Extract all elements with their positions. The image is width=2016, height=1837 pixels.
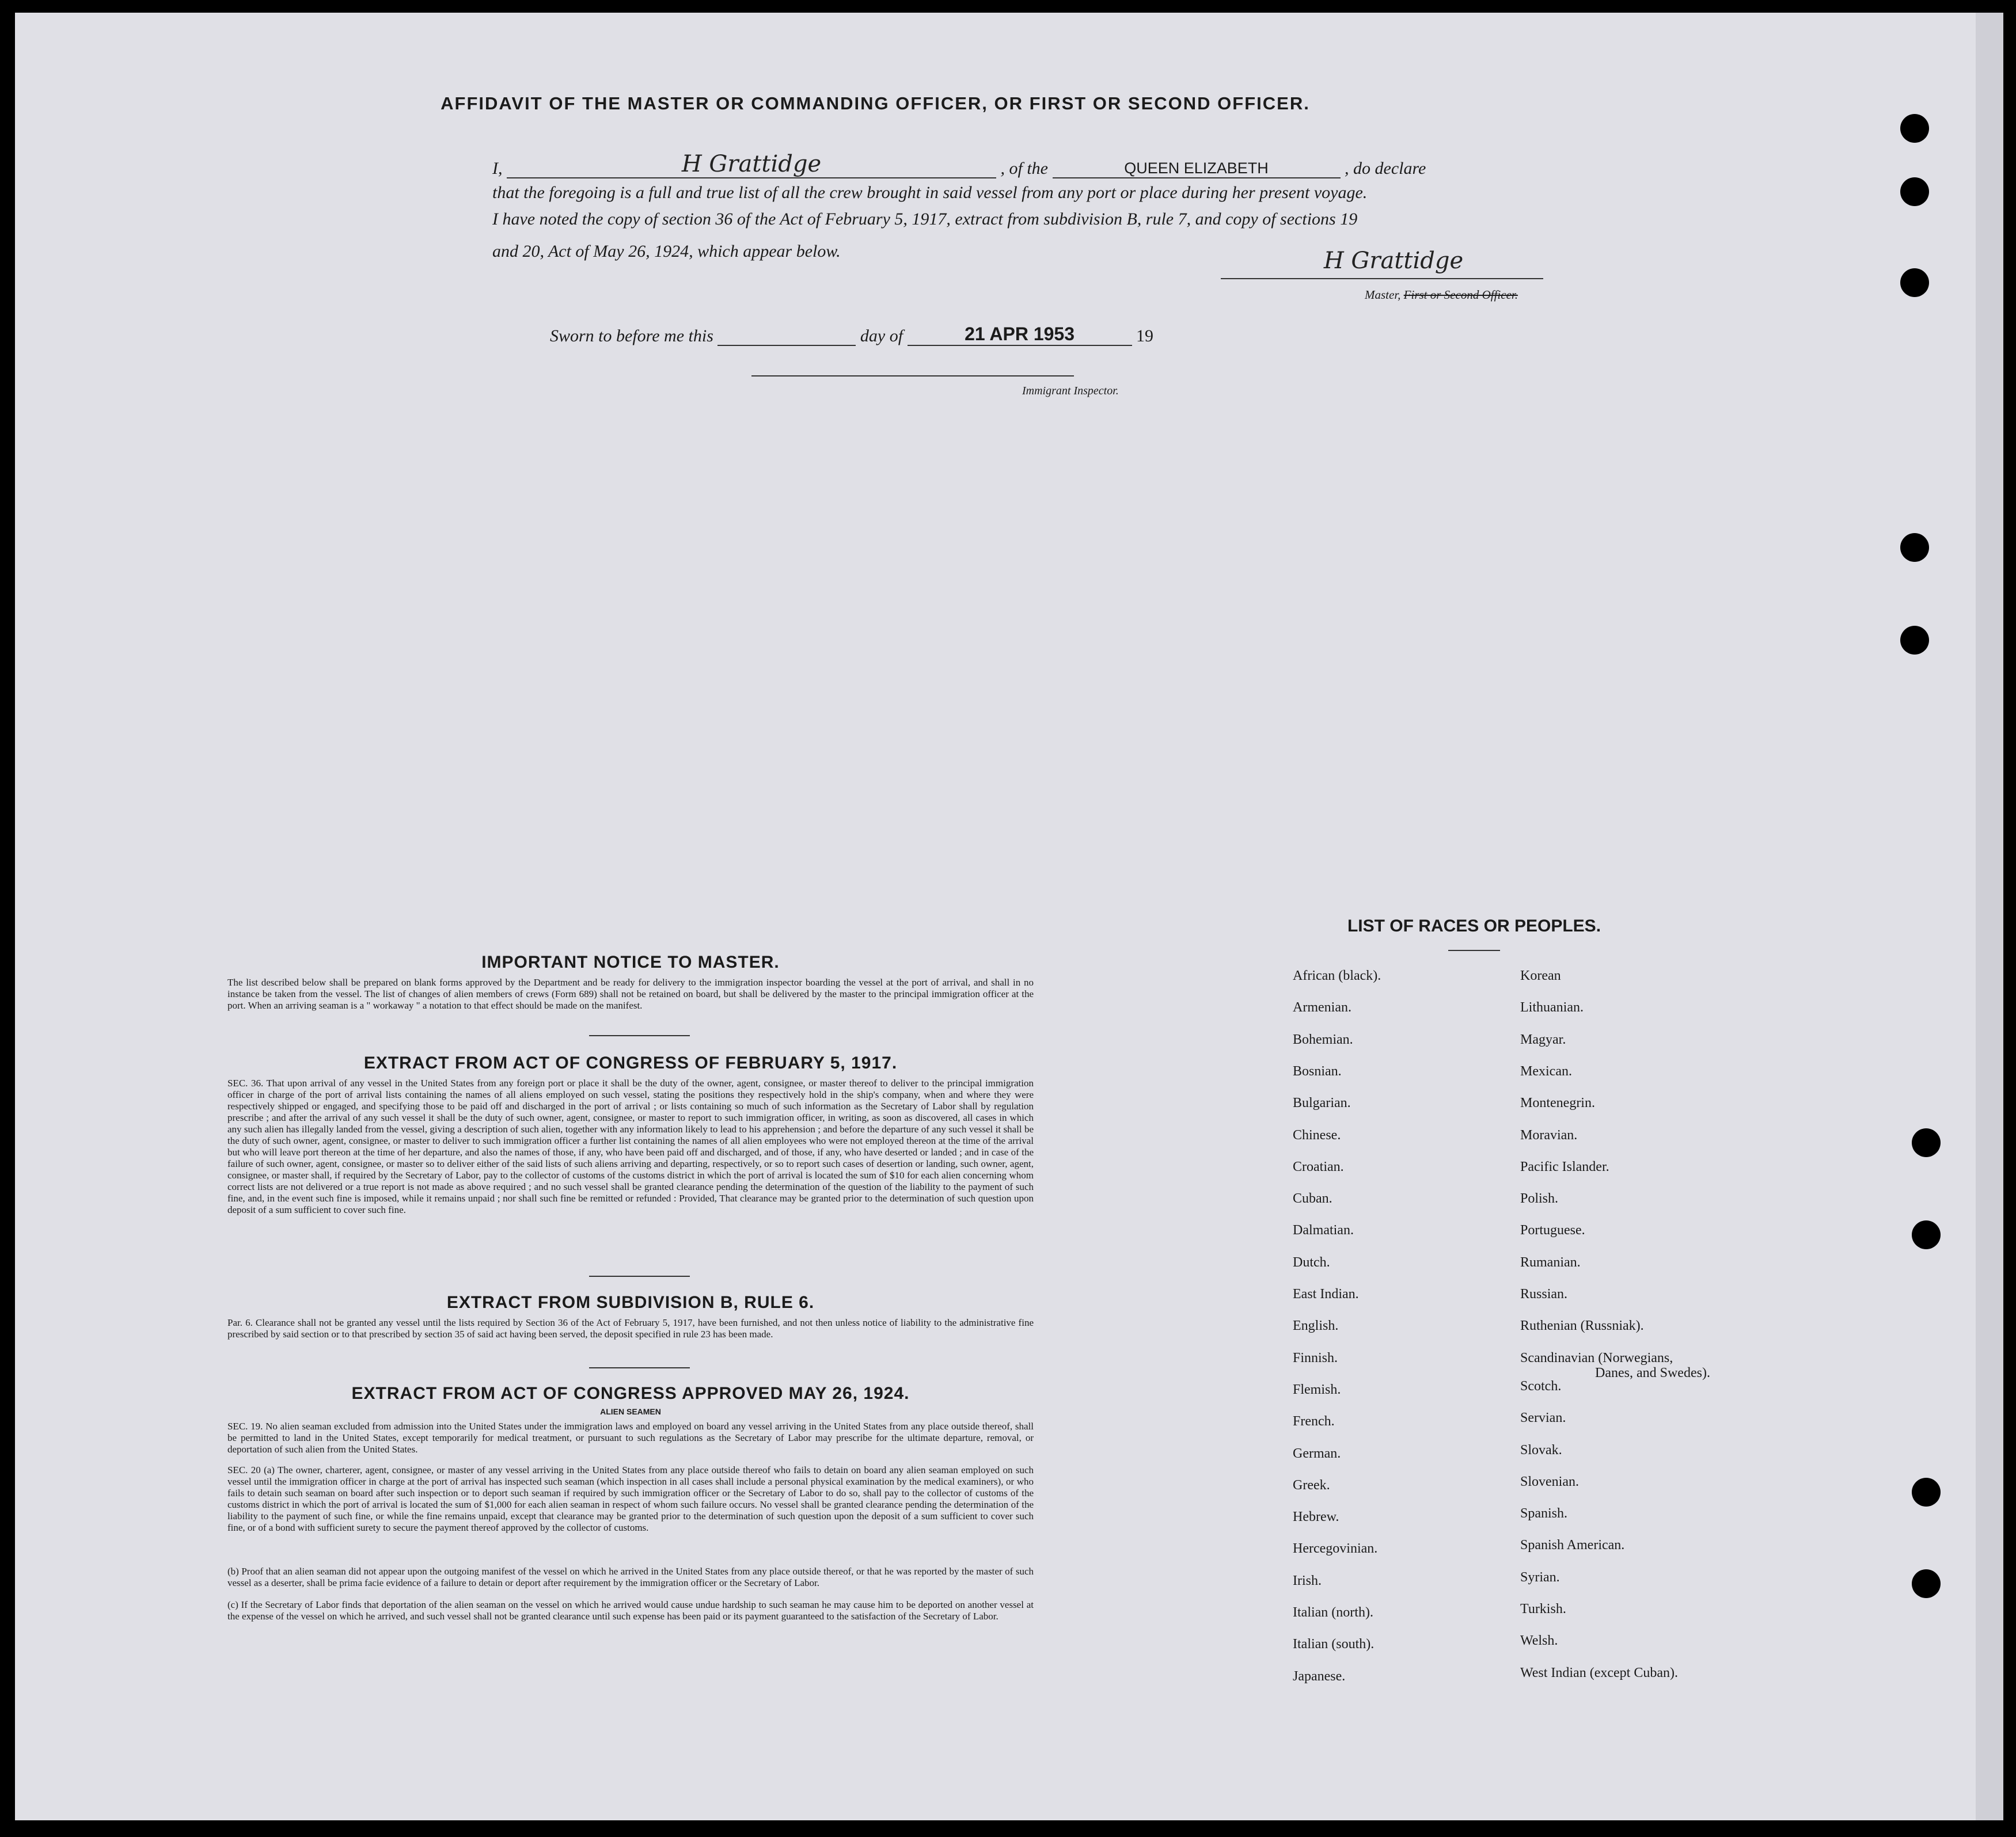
extract-1924-title: EXTRACT FROM ACT OF CONGRESS APPROVED MAY 26, 1924. [351,1384,910,1403]
race-item: Ruthenian (Russniak). [1520,1318,1644,1333]
race-item: Slovak. [1520,1443,1562,1458]
race-item: Russian. [1520,1287,1568,1302]
notice-title: IMPORTANT NOTICE TO MASTER. [481,953,780,972]
affidavit-declaration-line [492,151,1604,178]
race-item: Scandinavian (Norwegians, [1520,1351,1673,1366]
affidavit-title: AFFIDAVIT OF THE MASTER OR COMMANDING OFFICER, OR FIRST OR SECOND OFFICER. [441,93,1310,113]
race-item: Montenegrin. [1520,1096,1595,1110]
extract-1924-sec19: SEC. 19. No alien seaman excluded from admission into the United States under the immigration laws and employed on board any vessel arriving in the United States from any place outside thereof, shall be permitted to land in the United States, except temporarily for medical treatment, or pursuant to such regulations as the Secretary of Labor may prescribe for the ultimate departure, removal, or deportation of such alien from the United States. [227,1421,1034,1455]
officer-signature: H Grattidge [507,151,996,178]
race-item: Welsh. [1520,1633,1558,1648]
sworn-line [550,324,1241,346]
extract-1924-sec20a: SEC. 20 (a) The owner, charterer, agent, consignee, or master of any vessel arriving in the United States from any place outside thereof who fails to detain on board any alien seaman employed on such vessel until the immigration officer in charge at the port of arrival has inspected such seaman (which inspection in all cases shall include a personal physical examination by the medical examiners), or who fails to detain such seaman on board after such inspection or to deport such seaman if required by such immigration officer or the Secretary of Labor to do so, shall pay to the collector of customs of the customs district in which the port of arrival is located the sum of $1,000 for each alien seaman in respect of whom such failure occurs. No vessel shall be granted clearance pending the determination of the liability to the payment of such fine, or while the fine remains unpaid, except that clearance may be granted prior to the determination of such question upon the deposit of a sum sufficient to cover such fine, or of a bond with sufficient surety to secure the payment thereof approved by the collector of customs. [227,1465,1034,1533]
race-item: English. [1293,1318,1339,1333]
race-item: West Indian (except Cuban). [1520,1665,1678,1680]
affidavit-line-3: I have noted the copy of section 36 of the Act of February 5, 1917, extract from subdivision B, rule 7, and copy of sections 19 [492,210,1358,229]
races-title-underline [1448,950,1500,951]
race-item: Hercegovinian. [1293,1541,1378,1556]
do-declare-label: , do declare [1345,159,1426,178]
signature-caption [1365,288,1518,302]
notice-body: The list described below shall be prepared on blank forms approved by the Department and be ready for delivery to the immigration inspector boarding the vessel at the port of arrival, and shall in no instance be taken from the vessel. The list of changes of alien members of crews (Form 689) shall not be retained on board, but shall be delivered by the master to the principal immigration officer at the port. When an arriving seaman is a " workaway " a notation to that effect should be made on the manifest. [227,977,1034,1011]
race-item: African (black). [1293,968,1381,983]
race-item: Moravian. [1520,1128,1578,1143]
punch-hole [1900,177,1929,206]
extract-1917-body: SEC. 36. That upon arrival of any vessel in the United States from any foreign port or place it shall be the duty of the owner, agent, consignee, or master thereof to deliver to the principal immigration officer in charge of the port of arrival lists containing the names of all aliens employed on such vessel, stating the positions they respectively hold in the ship's company, when and where they were respectively shipped or engaged, and specifying those to be paid off and discharged in the port of arrival ; or lists containing so much of such information as the Secretary of Labor shall by regulation prescribe ; and after the arrival of any such vessel it shall be the duty of such owner, agent, consignee, or master to report to such immigration officer, in writing, as soon as discovered, all cases in which any such alien has illegally landed from the vessel, giving a description of such alien, together with any information likely to lead to his apprehension ; and before the departure of any such vessel it shall be the duty of such owner, agent, consignee, or master to deliver to such immigration officer a further list containing the names of all alien employees who were not employed thereon at the time of the arrival but who will leave port thereon at the time of her departure, and also the names of those, if any, who have been paid off and discharged, and of those, if any, who have deserted or landed ; and in case of the failure of such owner, agent, consignee, or master so to deliver either of the said lists of such aliens arriving and departing, respectively, or so to report such cases of desertion or landing, such owner, agent, consignee, or master shall, if required by the Secretary of Labor, pay to the collector of customs of the customs district in which the port of arrival is located the sum of $10 for each alien concerning whom correct lists are not delivered or a true report is not made as above required ; and no such vessel shall be granted clearance pending the determination of the question of the liability to the payment of such fine, and, in the event such fine is imposed, while it remains unpaid ; nor shall such fine be remitted or refunded : Provided, That clearance may be granted prior to the determination of such question upon deposit of a sum sufficient to cover such fine. [227,1078,1034,1215]
page-edge-strip [1976,13,2003,1820]
extract-1917-title: EXTRACT FROM ACT OF CONGRESS OF FEBRUARY 5, 1917. [363,1053,898,1072]
subdivision-title: EXTRACT FROM SUBDIVISION B, RULE 6. [446,1293,815,1312]
race-item: Hebrew. [1293,1509,1339,1524]
race-item: Portuguese. [1520,1223,1585,1238]
race-item: Italian (north). [1293,1605,1373,1620]
race-item: Syrian. [1520,1570,1560,1585]
inspector-signature-line [751,375,1074,376]
alien-seamen-subtitle: ALIEN SEAMEN [600,1407,661,1416]
race-item: Japanese. [1293,1669,1346,1684]
race-item: Finnish. [1293,1351,1338,1366]
race-item: Armenian. [1293,1000,1351,1015]
race-item: Irish. [1293,1573,1322,1588]
affidavit-line-2: that the foregoing is a full and true list of all the crew brought in said vessel from any port or place during her present voyage. [492,183,1368,202]
race-item: Servian. [1520,1410,1566,1425]
punch-hole [1912,1478,1941,1507]
date-stamp: 21 APR 1953 [908,324,1132,346]
punch-hole [1900,626,1929,655]
punch-hole [1912,1569,1941,1598]
punch-hole [1912,1128,1941,1157]
race-item: East Indian. [1293,1287,1359,1302]
of-the-label: , of the [1000,159,1048,178]
race-item: Bulgarian. [1293,1096,1351,1110]
race-item: Korean [1520,968,1561,983]
race-item: Magyar. [1520,1032,1566,1047]
race-item: Flemish. [1293,1382,1341,1397]
race-item: German. [1293,1446,1341,1461]
subdivision-body: Par. 6. Clearance shall not be granted any vessel until the lists required by Section 36 of the Act of February 5, 1917, have been furnished, and not then unless notice of liability to the administrative fine prescribed by said section or to that prescribed by section 35 of said act having been served, the deposit specified in rule 23 has been made. [227,1317,1034,1340]
affidavit-line-4: and 20, Act of May 26, 1924, which appear below. [492,242,841,261]
punch-hole [1900,533,1929,562]
race-item: Spanish American. [1520,1538,1625,1553]
race-item: Dutch. [1293,1255,1330,1270]
race-item: Chinese. [1293,1128,1341,1143]
inspector-label: Immigrant Inspector. [1022,385,1119,397]
race-item: Scotch. [1520,1379,1562,1394]
section-divider [589,1035,690,1036]
race-item: Bosnian. [1293,1064,1342,1079]
year-prefix: 19 [1136,326,1154,345]
punch-hole [1900,114,1929,143]
race-item: Cuban. [1293,1191,1332,1206]
master-label: Master, [1365,288,1401,302]
race-item: Spanish. [1520,1506,1568,1521]
race-item: Rumanian. [1520,1255,1581,1270]
race-item: Pacific Islander. [1520,1159,1609,1174]
race-item: French. [1293,1414,1335,1429]
race-item: Greek. [1293,1478,1330,1493]
i-label: I, [492,159,503,178]
race-item: Italian (south). [1293,1637,1375,1652]
punch-hole [1912,1220,1941,1249]
signature-line [1221,278,1543,279]
race-item: Bohemian. [1293,1032,1353,1047]
sworn-label: Sworn to before me this [550,326,713,345]
struck-officer-label: First or Second Officer. [1403,288,1518,302]
extract-1924-sec20c: (c) If the Secretary of Labor finds that deportation of the alien seaman on the vessel on which he arrived would cause undue hardship to such seaman he may cause him to be deported on another vessel at the expense of the vessel on which he arrived, and such vessel shall not be granted clearance until such expense has been paid or its payment guaranteed to the satisfaction of the Secretary of Labor. [227,1599,1034,1622]
extract-1924-sec20b: (b) Proof that an alien seaman did not appear upon the outgoing manifest of the vessel on which he arrived in the United States from any place outside thereof, or that he was reported by the master of such vessel as a deserter, shall be prima facie evidence of a failure to detain or deport after requirement by the immigration officer or the Secretary of Labor. [227,1566,1034,1588]
sworn-day-blank [717,325,856,346]
race-item: Dalmatian. [1293,1223,1354,1238]
races-title: LIST OF RACES OR PEOPLES. [1347,916,1601,935]
race-item: Polish. [1520,1191,1559,1206]
punch-hole [1900,268,1929,297]
race-item: Mexican. [1520,1064,1572,1079]
vessel-name: QUEEN ELIZABETH [1053,159,1341,178]
race-item: Slovenian. [1520,1474,1579,1489]
race-item: Lithuanian. [1520,1000,1584,1015]
section-divider [589,1367,690,1368]
section-divider [589,1276,690,1277]
document-page [15,13,1976,1820]
race-item: Turkish. [1520,1602,1566,1617]
master-signature: H Grattidge [1323,248,1464,274]
day-of-label: day of [860,326,903,345]
race-item: Danes, and Swedes). [1595,1366,1710,1380]
race-item: Croatian. [1293,1159,1344,1174]
